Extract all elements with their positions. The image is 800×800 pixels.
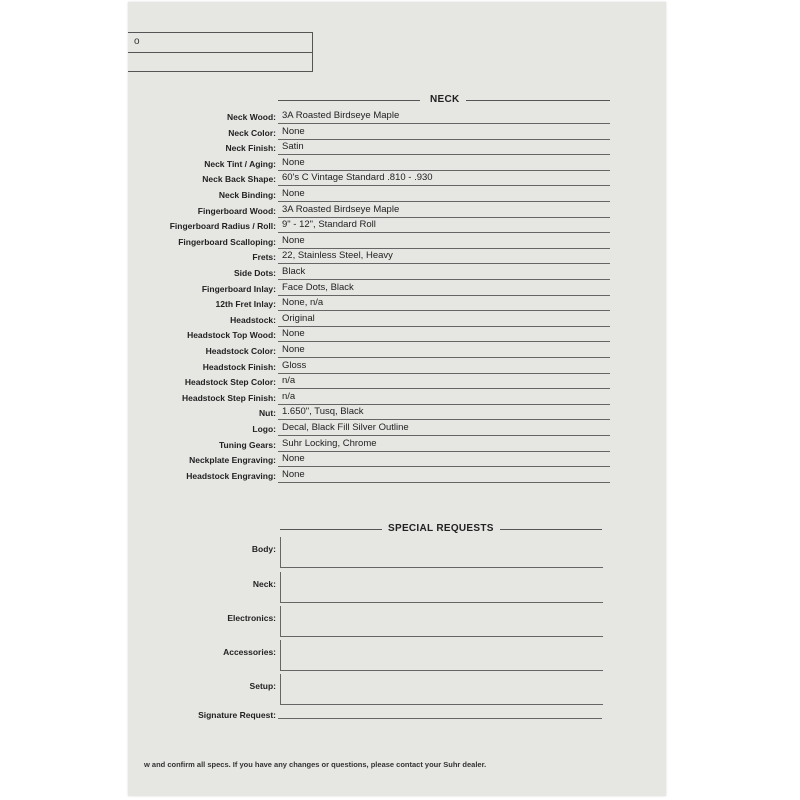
- special-request-label: Accessories:: [223, 647, 276, 657]
- spec-row: [128, 171, 666, 187]
- spec-label: Fingerboard Wood:: [197, 205, 276, 216]
- spec-value: n/a: [282, 375, 296, 387]
- signature-request-label: Signature Request:: [198, 710, 276, 720]
- spec-value: Gloss: [282, 359, 307, 371]
- spec-row: [128, 109, 666, 125]
- spec-label: Neck Binding:: [218, 190, 276, 200]
- special-title-rule-left: [280, 529, 382, 530]
- header-box-fragment: o: [134, 36, 140, 47]
- spec-label: Headstock Color:: [205, 346, 276, 356]
- spec-row: [128, 234, 666, 250]
- spec-label: Side Dots:: [233, 268, 276, 278]
- special-request-label: Neck:: [252, 579, 276, 589]
- spec-value: None: [282, 125, 305, 137]
- neck-title-rule-left: [278, 100, 420, 101]
- spec-label: Headstock Step Color:: [184, 377, 276, 388]
- spec-value: Satin: [282, 141, 304, 153]
- spec-value: None: [282, 156, 305, 168]
- spec-row: [128, 265, 666, 281]
- header-box-divider: [128, 52, 312, 53]
- spec-row: [128, 359, 666, 375]
- spec-label: 12th Fret Inlay:: [215, 299, 276, 310]
- spec-value: 1.650", Tusq, Black: [282, 406, 364, 418]
- spec-row: [128, 374, 666, 390]
- spec-label: Tuning Gears:: [219, 439, 276, 450]
- spec-value: 3A Roasted Birdseye Maple: [282, 203, 400, 215]
- special-request-label: Electronics:: [227, 613, 276, 623]
- spec-label: Neck Tint / Aging:: [204, 158, 276, 169]
- spec-label: Neck Wood:: [227, 112, 276, 122]
- spec-value: Decal, Black Fill Silver Outline: [282, 422, 409, 433]
- spec-value: None, n/a: [282, 297, 324, 309]
- spec-row: [128, 312, 666, 328]
- spec-row: [128, 140, 666, 156]
- spec-row: [128, 125, 666, 141]
- spec-row: [128, 452, 666, 468]
- spec-value: None: [282, 188, 305, 199]
- special-requests-title: SPECIAL REQUESTS: [388, 523, 494, 534]
- special-request-label: Setup:: [249, 681, 276, 691]
- spec-value: n/a: [282, 390, 296, 402]
- spec-label: Headstock:: [230, 314, 276, 325]
- spec-value: 22, Stainless Steel, Heavy: [282, 250, 393, 262]
- spec-row: [128, 187, 666, 203]
- spec-value: None: [282, 328, 305, 340]
- spec-label: Neck Color:: [228, 127, 276, 138]
- header-box: [128, 32, 313, 72]
- spec-value: 9" - 12", Standard Roll: [282, 219, 376, 231]
- spec-row: [128, 343, 666, 359]
- spec-value: Face Dots, Black: [282, 281, 354, 293]
- spec-label: Frets:: [252, 252, 276, 263]
- spec-label: Logo:: [252, 424, 276, 434]
- spec-value: Black: [282, 266, 306, 277]
- spec-value: Suhr Locking, Chrome: [282, 437, 377, 449]
- spec-row: [128, 405, 666, 421]
- spec-row: [128, 218, 666, 234]
- spec-row: [128, 296, 666, 312]
- spec-row: [128, 327, 666, 343]
- special-title-rule-right: [500, 529, 602, 530]
- signature-request-line: [278, 718, 602, 719]
- spec-value: None: [282, 344, 305, 355]
- spec-value: 3A Roasted Birdseye Maple: [282, 110, 400, 121]
- spec-value: None: [282, 453, 305, 465]
- spec-label: Neckplate Engraving:: [189, 455, 276, 466]
- footer-note: w and confirm all specs. If you have any changes or questions, please contact your Suhr dealer.: [144, 760, 487, 769]
- spec-row: [128, 281, 666, 297]
- special-request-field[interactable]: [280, 537, 603, 568]
- spec-label: Headstock Step Finish:: [182, 392, 276, 403]
- special-request-field[interactable]: [280, 572, 603, 603]
- spec-label: Headstock Top Wood:: [187, 330, 276, 341]
- spec-label: Fingerboard Scalloping:: [178, 236, 276, 247]
- spec-value: Original: [282, 312, 315, 324]
- spec-value: 60's C Vintage Standard .810 - .930: [282, 172, 433, 184]
- spec-row: [128, 203, 666, 219]
- spec-label: Fingerboard Radius / Roll:: [169, 221, 276, 232]
- special-request-field[interactable]: [280, 606, 603, 637]
- neck-section-title: NECK: [430, 94, 460, 105]
- spec-label: Fingerboard Inlay:: [201, 283, 276, 294]
- neck-title-rule-right: [466, 100, 610, 101]
- special-request-field[interactable]: [280, 674, 603, 705]
- spec-label: Neck Back Shape:: [202, 174, 276, 185]
- spec-label: Neck Finish:: [225, 143, 276, 154]
- spec-label: Nut:: [259, 408, 276, 419]
- spec-row: [128, 421, 666, 437]
- spec-row: [128, 468, 666, 484]
- spec-row: [128, 156, 666, 172]
- spec-row: [128, 437, 666, 453]
- spec-value: None: [282, 468, 305, 480]
- spec-sheet-paper: [128, 2, 666, 796]
- spec-label: Headstock Engraving:: [186, 470, 276, 481]
- spec-row: [128, 249, 666, 265]
- spec-row: [128, 390, 666, 406]
- spec-underline: [278, 482, 610, 483]
- spec-label: Headstock Finish:: [202, 361, 276, 372]
- special-request-label: Body:: [251, 544, 276, 554]
- special-request-field[interactable]: [280, 640, 603, 671]
- spec-value: None: [282, 234, 305, 246]
